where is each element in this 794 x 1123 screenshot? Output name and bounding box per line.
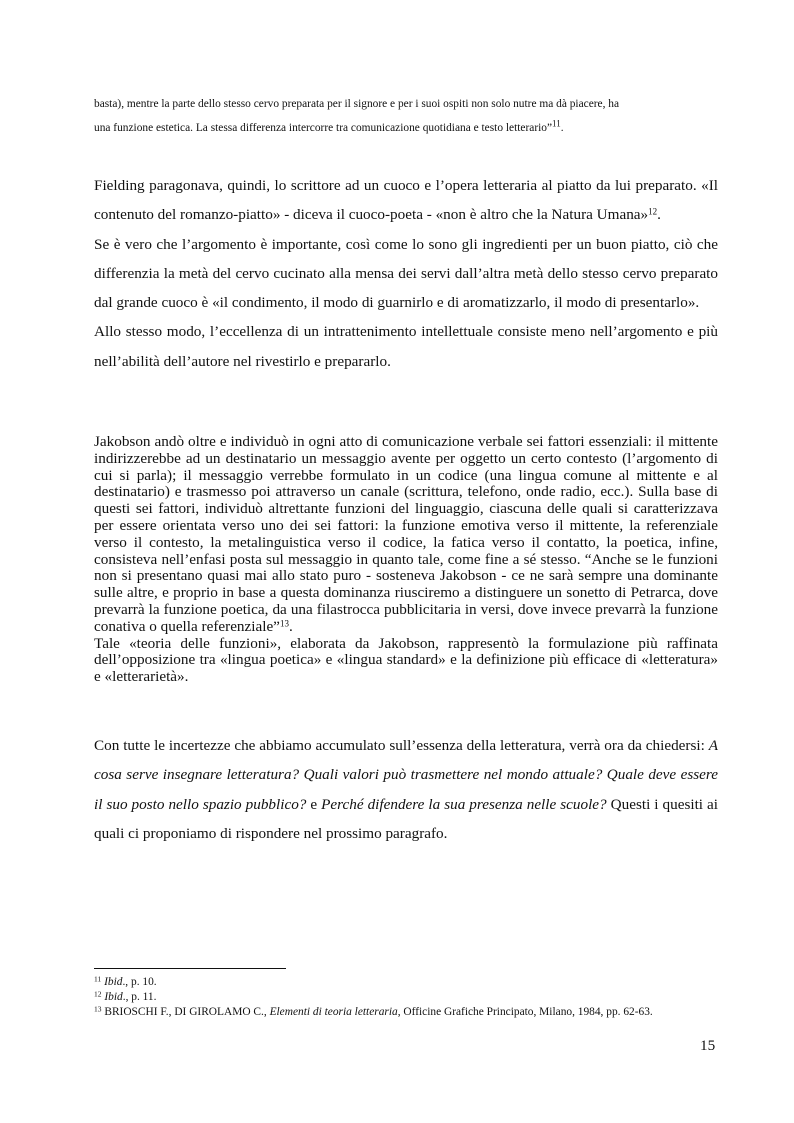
page-number: 15	[700, 1037, 716, 1054]
paragraph-fielding-2: Se è vero che l’argomento è importante, così come lo sono gli ingredienti per un buon piatto, ciò che differenzia la metà del cervo cucinato alla mensa dei servi dall’altra metà dello stesso cervo preparato dal grande cuoco è «il condimento, il modo di guarnirlo e di aromatizzarlo, il modo di presentarlo».	[94, 235, 718, 312]
footnote-12	[94, 990, 718, 1004]
question-italic-2: Perché difendere la sua presenza nelle scuole?	[321, 795, 607, 813]
footnote-ref-11[interactable]: 11	[552, 118, 561, 129]
quote-line-2	[94, 116, 718, 140]
footnote-italic: Ibid	[104, 976, 123, 988]
footnote-text: BRIOSCHI F., DI GIROLAMO C.,	[101, 1006, 270, 1018]
paragraph-jakobson-1	[94, 434, 718, 636]
paragraph-text: Questi i quesiti ai quali ci proponiamo di rispondere nel prossimo paragrafo.	[94, 795, 718, 842]
footnote-text: ., p. 11.	[122, 991, 157, 1003]
paragraph-questions	[94, 731, 718, 848]
paragraph-fielding	[94, 171, 718, 376]
question-italic-1: A cosa serve insegnare letteratura? Quali valori può trasmettere nel mondo attuale? Quale deve essere il suo posto nello spazio pubblico?	[94, 737, 718, 813]
paragraph-jakobson-2: Tale «teoria delle funzioni», elaborata da Jakobson, rappresentò la formulazione più raffinata dell’opposizione tra «lingua poetica» e «lingua standard» e la definizione più efficace di «letteratura» e «letterarietà».	[94, 634, 718, 686]
quote-tail: .	[560, 122, 564, 134]
footnote-11	[94, 975, 718, 989]
paragraph-text: e	[306, 795, 322, 813]
footnotes	[94, 975, 718, 1020]
footnote-number: 11	[94, 974, 102, 984]
footnote-13	[94, 1005, 718, 1019]
paragraph-fielding-1	[94, 171, 718, 230]
footnote-text: ., p. 10.	[122, 976, 157, 988]
paragraph-text: Jakobson andò oltre e individuò in ogni atto di comunicazione verbale sei fattori essenziali: il mittente indirizzerebbe ad un destinatario un messaggio avente per oggetto un certo contesto (l’argomento di cui si parla); il messaggio verrebbe formulato in un codice (una lingua comune al mittente e al destinatario) e trasmesso poi attraverso un canale (scrittura, telefono, onde radio, ecc.). Sulla base di questi sei fattori, individuò altrettante funzioni del linguaggio, ciascuna delle quali si caratterizzava per essere orientata verso uno dei sei fattori: la funzione emotiva verso il mittente, la referenziale verso il contesto, la metalinguistica verso il codice, la fatica verso il contatto, la poetica, infine, consisteva nell’enfasi posta sul messaggio in quanto tale, come fine a sé stesso. “Anche se le funzioni non si presentano quasi mai allo stato puro - sosteneva Jakobson - ce ne sarà sempre una dominante sulle altre, e proprio in base a questa dominanza riusciremo a distinguere un sonetto di Petrarca, dove prevarrà la funzione poetica, da una filastrocca pubblicitaria in versi, dove invece prevarrà la funzione conativa o quella referenziale”	[94, 433, 718, 635]
footnote-ref-12[interactable]: 12	[648, 206, 658, 217]
footnote-italic: Ibid	[104, 991, 123, 1003]
quote-line-1: basta), mentre la parte dello stesso cervo preparata per il signore e per i suoi ospiti non solo nutre ma dà piacere, ha	[94, 98, 620, 110]
footnote-text: , Officine Grafiche Principato, Milano, 1984, pp. 62-63.	[397, 1006, 653, 1018]
paragraph-questions-1	[94, 731, 718, 848]
footnote-italic: Elementi di teoria letteraria	[269, 1006, 398, 1018]
footnote-number: 12	[94, 989, 102, 999]
footnote-ref-13[interactable]: 13	[279, 618, 289, 629]
block-quote	[94, 92, 718, 140]
paragraph-text: Fielding paragonava, quindi, lo scrittore ad un cuoco e l’opera letteraria al piatto da lui preparato. «Il contenuto del romanzo-piatto» - diceva il cuoco-poeta - «non è altro che la Natura Umana»	[94, 177, 718, 224]
footnote-number: 13	[94, 1004, 102, 1014]
paragraph-fielding-3: Allo stesso modo, l’eccellenza di un intrattenimento intellettuale consiste meno nell’argomento e più nell’abilità dell’autore nel rivestirlo e prepararlo.	[94, 323, 718, 370]
footnote-separator	[94, 968, 286, 969]
quote-line-2-text: una funzione estetica. La stessa differenza intercorre tra comunicazione quotidiana e testo letterario”	[94, 122, 553, 134]
paragraph-tail: .	[288, 617, 293, 635]
paragraph-text: Con tutte le incertezze che abbiamo accumulato sull’essenza della letteratura, verrà ora da chiedersi:	[94, 737, 709, 754]
paragraph-tail: .	[657, 206, 661, 224]
paragraph-jakobson	[94, 434, 718, 686]
